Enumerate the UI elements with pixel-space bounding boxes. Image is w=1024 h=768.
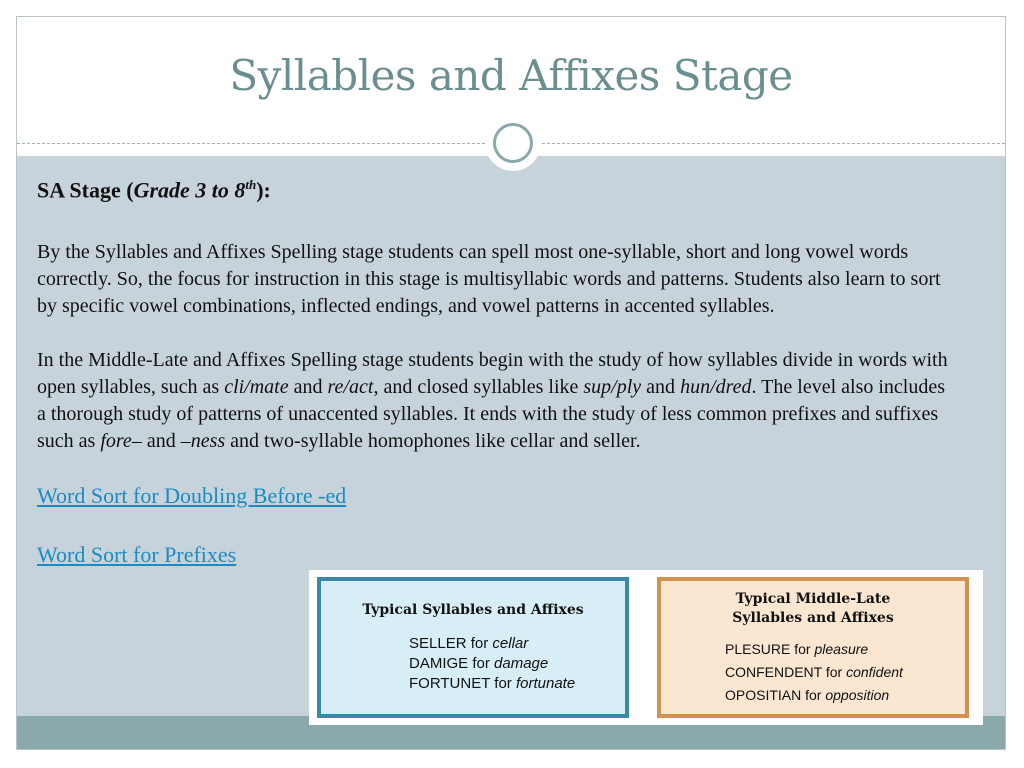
entry-misspelling: FORTUNET <box>409 675 491 692</box>
entry-connector: for <box>790 641 815 657</box>
entry-word: damage <box>494 655 549 672</box>
p2-text-3: , and closed syllables like <box>373 376 584 399</box>
link-word-sort-doubling[interactable]: Word Sort for Doubling Before -ed <box>37 483 347 509</box>
typical-middle-late-box-title <box>661 590 965 628</box>
typical-middle-late-entries <box>725 638 965 707</box>
entry-misspelling: OPOSITIAN <box>725 687 802 703</box>
paragraph-middle-late <box>37 347 957 455</box>
heading-sup: th <box>245 177 257 192</box>
typical-middle-late-box <box>657 577 969 718</box>
entry-misspelling: DAMIGE <box>409 655 469 672</box>
p2-text-4: and <box>641 376 681 399</box>
paragraph-intro: By the Syllables and Affixes Spelling stage students can spell most one-syllable, short and long vowel words correctly. So, the focus for instruction in this stage is multisyllabic words and patterns. Students also learn to sort by specific vowel combinations, inflected endings, and vowel patterns in accented syllables. <box>37 241 941 318</box>
p2-example-ness: ness <box>190 430 226 453</box>
p2-text-2: and <box>288 376 328 399</box>
p2-text-6: – and – <box>131 430 191 453</box>
entry-connector: for <box>468 655 495 672</box>
entry-misspelling: PLESURE <box>725 641 791 657</box>
entry-misspelling: SELLER <box>409 635 467 652</box>
entry-word: confident <box>846 664 903 680</box>
examples-image <box>309 570 983 725</box>
slide-title: Syllables and Affixes Stage <box>229 51 793 100</box>
circle-ornament-icon <box>485 115 541 171</box>
entry-seller <box>409 634 625 654</box>
link-word-sort-prefixes[interactable]: Word Sort for Prefixes <box>37 542 237 568</box>
entry-word: pleasure <box>814 641 869 657</box>
p2-text-7: and two-syllable homophones like cellar and seller. <box>225 430 641 453</box>
entry-connector: for <box>466 635 493 652</box>
slide-content <box>37 171 957 568</box>
typical-sa-entries <box>409 634 625 694</box>
entry-connector: for <box>821 664 847 680</box>
p2-text-5: . The level also includes a thorough study of patterns of unaccented syllables. It ends with the study of less common prefixes and suffixes such as <box>37 376 946 453</box>
box2-title-line1: Typical Middle-Late <box>735 591 891 607</box>
entry-fortunet <box>409 674 625 694</box>
entry-confendent <box>725 661 965 684</box>
entry-connector: for <box>801 687 826 703</box>
typical-sa-box <box>317 577 629 718</box>
entry-plesure <box>725 638 965 661</box>
heading-suffix: ): <box>256 177 271 203</box>
entry-word: fortunate <box>515 675 576 692</box>
entry-connector: for <box>490 675 516 692</box>
entry-opositian <box>725 684 965 707</box>
stage-heading <box>37 171 957 203</box>
p2-example-climate: cli/mate <box>224 376 289 399</box>
typical-sa-box-title: Typical Syllables and Affixes <box>362 602 584 618</box>
p2-example-react: re/act <box>327 376 374 399</box>
circle-ornament-inner <box>493 123 533 163</box>
entry-misspelling: CONFENDENT <box>725 664 822 680</box>
entry-word: cellar <box>492 635 529 652</box>
p2-example-supply: sup/ply <box>583 376 642 399</box>
p2-text-1: In the Middle-Late and Affixes Spelling stage students begin with the study of how syllables divide in words with open syllables, such as <box>37 349 948 399</box>
heading-prefix: SA Stage ( <box>37 177 134 203</box>
p2-example-fore: fore <box>100 430 132 453</box>
entry-damige <box>409 654 625 674</box>
heading-grade: Grade 3 to 8 <box>133 177 246 203</box>
p2-example-hundred: hun/dred <box>680 376 752 399</box>
box2-title-line2: Syllables and Affixes <box>732 610 894 626</box>
entry-word: opposition <box>825 687 890 703</box>
